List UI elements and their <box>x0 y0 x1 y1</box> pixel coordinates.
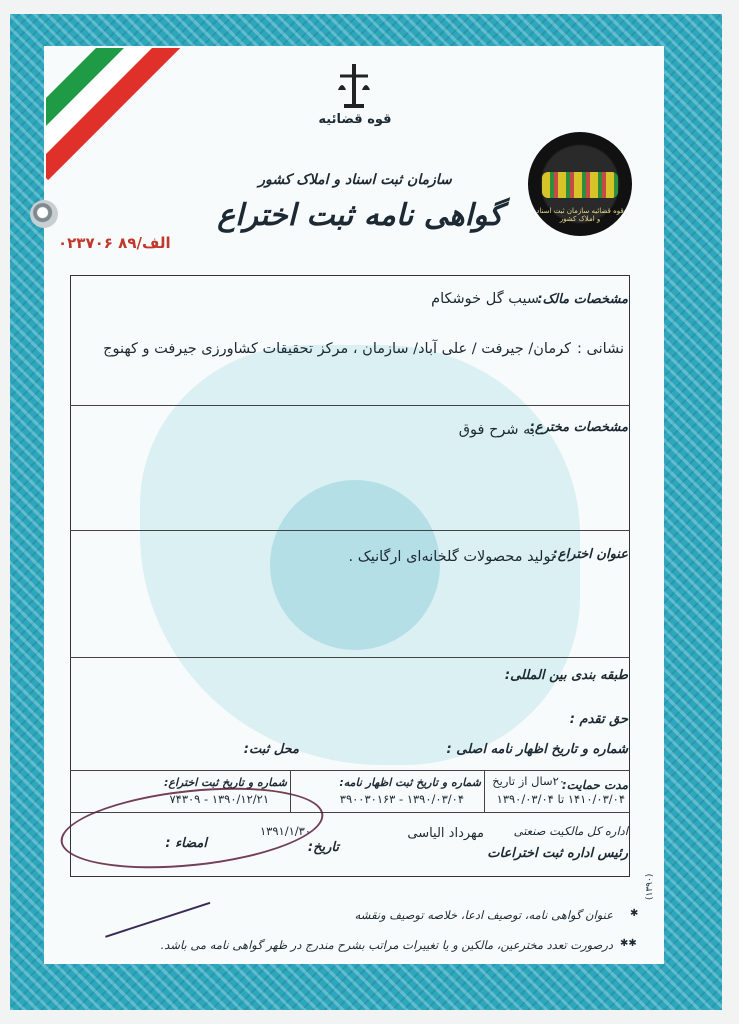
original-declaration-label: شماره و تاریخ اظهار نامه اصلی : <box>446 742 628 757</box>
invention-label: عنوان اختراع: <box>552 547 628 562</box>
serial-number: الف/۸۹ ۰۲۳۷۰۶ <box>58 234 171 252</box>
emblem-icon <box>334 62 374 110</box>
certificate-title: گواهی نامه ثبت اختراع <box>217 198 503 233</box>
rivet <box>30 200 58 228</box>
divider <box>70 657 630 658</box>
office-name: اداره کل مالکیت صنعتی <box>513 824 628 838</box>
registration-value: ۱۳۹۰/۱۲/۲۱ - ۷۴۳۰۹ <box>169 792 269 806</box>
side-code: (۱۳۹۰) <box>645 873 655 900</box>
declaration-value: ۱۳۹۰/۰۳/۰۴ - ۳۹۰۰۳۰۱۶۳ <box>339 792 464 806</box>
declaration-label: شماره و تاریخ ثبت اظهار نامه: <box>339 776 481 789</box>
footnote-1: عنوان گواهی نامه، توصیف ادعا، خلاصه توصیف ونقشه <box>354 908 613 922</box>
divider <box>70 770 630 771</box>
inventor-value: به شرح فوق <box>458 422 535 438</box>
divider <box>70 405 630 406</box>
organization-name: سازمان ثبت اسناد و املاک کشور <box>258 172 452 188</box>
footnote-marker: ✱ <box>630 908 639 919</box>
protection-label: مدت حمایت: <box>561 778 628 792</box>
invention-title: تولید محصولات گلخانه‌ای ارگانیک . <box>348 549 555 565</box>
footnote-marker: ✱✱ <box>620 938 637 949</box>
date-value: ۱۳۹۱/۱/۳۰ <box>260 824 311 838</box>
owner-name: سیب گل خوشکام <box>431 291 539 307</box>
priority-label: حق تقدم : <box>569 712 628 727</box>
registration-label: شماره و تاریخ ثبت اختراع: <box>164 776 287 789</box>
footnote-2: درصورت تعدد مخترعین، مالکین و یا تغییرات مراتب بشرح مندرج در ظهر گواهی نامه می باشد. <box>160 938 613 952</box>
protection-years: ۲۰سال از تاریخ <box>492 774 565 788</box>
hologram-text: قوه قضائیه سازمان ثبت اسناد و املاک کشور <box>536 207 624 223</box>
owner-address: کرمان/ جیرفت / علی آباد/ سازمان ، مرکز تحقیقات کشاورزی جیرفت و کهنوج <box>103 341 571 357</box>
signatory-name: مهرداد الیاسی <box>407 826 484 841</box>
address-label: نشانی : <box>576 341 624 357</box>
inventor-label: مشخصات مخترع: <box>529 420 628 435</box>
divider <box>70 530 630 531</box>
protection-range: ۱۴۱۰/۰۳/۰۴ تا ۱۳۹۰/۰۳/۰۴ <box>496 792 625 806</box>
date-label: تاریخ: <box>307 840 339 855</box>
sign-label: امضاء : <box>165 836 207 851</box>
head-title: رئیس اداره ثبت اختراعات <box>487 846 628 861</box>
registration-place-label: محل ثبت: <box>243 742 299 757</box>
owner-label: مشخصات مالک: <box>537 292 628 307</box>
intl-class-label: طبقه بندی بین المللی: <box>504 668 628 683</box>
flag-ribbon <box>46 48 206 208</box>
divider <box>484 770 485 812</box>
judiciary-label: قوه قضائیه <box>318 112 392 127</box>
